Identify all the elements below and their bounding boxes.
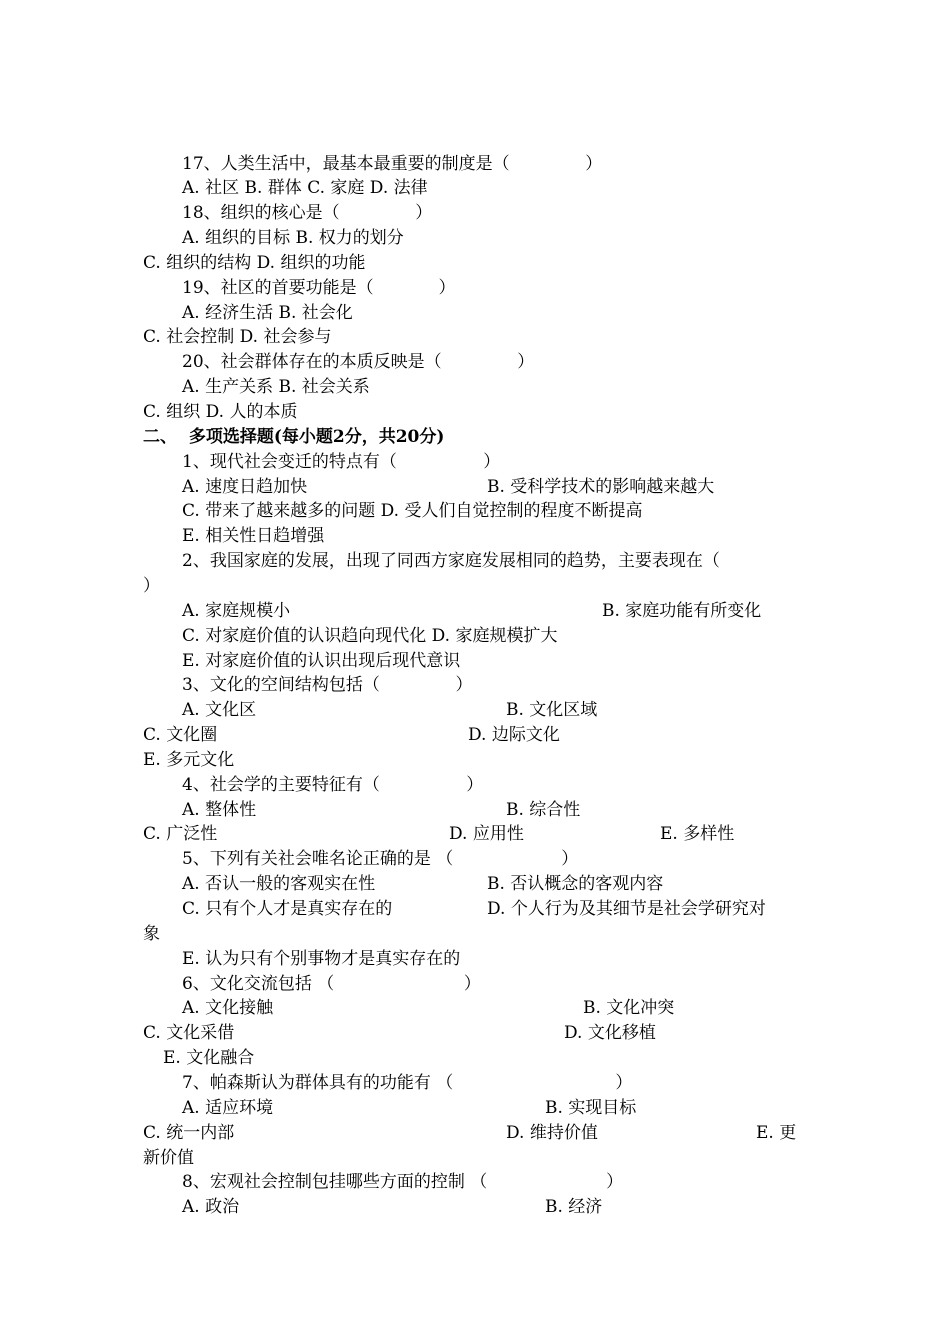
text-segment: B. 实现目标 — [545, 1097, 637, 1118]
text-segment: A. 家庭规模小 — [182, 600, 291, 621]
text-segment: ） — [143, 575, 160, 596]
text-line — [0, 176, 950, 201]
text-segment: B. 经济 — [545, 1197, 603, 1218]
text-segment: C. 只有个人才是真实存在的 — [182, 899, 393, 919]
text-line — [0, 748, 950, 773]
text-line — [0, 698, 950, 723]
text-line — [0, 649, 950, 674]
text-line — [0, 152, 950, 177]
text-line — [0, 1121, 950, 1146]
text-segment: D. 应用性 — [449, 824, 524, 845]
text-segment: 18、组织的核心是（ ） — [182, 203, 433, 224]
text-line — [0, 499, 950, 524]
text-segment: A. 适应环境 — [182, 1097, 274, 1118]
text-segment: 6、文化交流包括 （ ） — [182, 973, 481, 994]
text-segment: C. 文化圈 — [143, 725, 218, 746]
text-segment: 3、文化的空间结构包括（ ） — [182, 675, 473, 696]
text-segment: D. 文化移植 — [564, 1023, 656, 1044]
text-line — [0, 549, 950, 574]
text-segment: C. 对家庭价值的认识趋向现代化 D. 家庭规模扩大 — [182, 625, 558, 646]
text-segment: C. 统一内部 — [143, 1122, 235, 1143]
text-line — [0, 972, 950, 997]
text-line — [0, 599, 950, 624]
text-segment: C. 组织的结构 D. 组织的功能 — [143, 252, 366, 273]
text-segment: 4、社会学的主要特征有（ ） — [182, 774, 484, 795]
text-segment: A. 文化接触 — [182, 998, 274, 1019]
text-segment: A. 生产关系 B. 社会关系 — [182, 377, 370, 398]
text-segment: 2、我国家庭的发展，出现了同西方家庭发展相同的趋势，主要表现在（ — [182, 551, 720, 572]
text-segment: 8、宏观社会控制包挂哪些方面的控制 （ ） — [182, 1172, 624, 1193]
text-segment: A. 经济生活 B. 社会化 — [182, 302, 353, 323]
text-segment: A. 整体性 — [182, 799, 257, 820]
section-heading — [0, 425, 950, 450]
text-line — [0, 947, 950, 972]
text-segment: C. 社会控制 D. 社会参与 — [143, 327, 332, 348]
text-line — [0, 1195, 950, 1220]
text-line — [0, 1021, 950, 1046]
text-line — [0, 301, 950, 326]
text-line — [0, 375, 950, 400]
text-segment: E. 认为只有个别事物才是真实存在的 — [182, 948, 461, 969]
text-segment: D. 维持价值 — [506, 1122, 598, 1143]
text-line — [0, 574, 950, 599]
text-line — [0, 773, 950, 798]
text-line — [0, 922, 950, 947]
text-line — [0, 847, 950, 872]
text-segment: C. 组织 D. 人的本质 — [143, 402, 298, 422]
text-segment: A. 否认一般的客观实在性 — [182, 874, 376, 895]
text-line — [0, 325, 950, 350]
text-line — [0, 996, 950, 1021]
text-line — [0, 226, 950, 251]
text-segment: B. 文化区域 — [506, 700, 598, 721]
text-line — [0, 400, 950, 425]
text-line — [0, 723, 950, 748]
text-segment: C. 带来了越来越多的问题 D. 受人们自觉控制的程度不断提高 — [182, 501, 643, 522]
text-segment: 20、社会群体存在的本质反映是（ ） — [182, 352, 535, 373]
text-line — [0, 822, 950, 847]
text-segment: B. 受科学技术的影响越来越大 — [487, 476, 715, 497]
text-segment: E. 多元文化 — [143, 749, 235, 770]
text-segment: 二、 多项选择题(每小题2分，共20分) — [143, 426, 445, 447]
text-line — [0, 524, 950, 549]
text-line — [0, 1096, 950, 1121]
text-line — [0, 1071, 950, 1096]
text-segment: A. 文化区 — [182, 700, 257, 721]
text-line — [0, 276, 950, 301]
text-segment: C. 广泛性 — [143, 824, 218, 845]
text-line — [0, 251, 950, 276]
text-line — [0, 450, 950, 475]
text-segment: D. 边际文化 — [468, 725, 560, 746]
text-line — [0, 624, 950, 649]
text-line — [0, 350, 950, 375]
text-segment: B. 否认概念的客观内容 — [487, 874, 664, 895]
text-line — [0, 673, 950, 698]
text-line — [0, 201, 950, 226]
text-line — [0, 1046, 950, 1071]
text-segment: B. 综合性 — [506, 799, 581, 820]
text-segment: A. 速度日趋加快 — [182, 476, 308, 497]
text-segment: 1、现代社会变迁的特点有（ ） — [182, 451, 501, 472]
text-segment: E. 对家庭价值的认识出现后现代意识 — [182, 650, 461, 671]
text-line — [0, 798, 950, 823]
text-segment: E. 更 — [756, 1122, 797, 1143]
text-segment: B. 家庭功能有所变化 — [602, 600, 762, 621]
text-segment: 象 — [143, 923, 160, 944]
text-line — [0, 475, 950, 500]
text-segment: C. 文化采借 — [143, 1023, 235, 1044]
text-segment: E. 多样性 — [660, 824, 735, 845]
text-segment: 5、下列有关社会唯名论正确的是 （ ） — [182, 849, 579, 870]
text-line — [0, 872, 950, 897]
text-segment: 17、人类生活中，最基本最重要的制度是（ ） — [182, 153, 603, 174]
text-segment: 7、帕森斯认为群体具有的功能有 （ ） — [182, 1072, 633, 1093]
text-line — [0, 897, 950, 922]
text-segment: A. 组织的目标 B. 权力的划分 — [182, 228, 404, 249]
text-segment: D. 个人行为及其细节是社会学研究对 — [487, 899, 766, 919]
text-segment: A. 社区 B. 群体 C. 家庭 D. 法律 — [182, 178, 428, 199]
text-segment: 新价值 — [143, 1147, 194, 1168]
text-segment: E. 相关性日趋增强 — [182, 526, 325, 547]
text-line — [0, 1146, 950, 1171]
text-segment: E. 文化融合 — [163, 1048, 255, 1069]
text-line — [0, 1170, 950, 1195]
text-segment: 19、社区的首要功能是（ ） — [182, 277, 456, 298]
text-segment: A. 政治 — [182, 1197, 240, 1218]
text-segment: B. 文化冲突 — [583, 998, 675, 1019]
